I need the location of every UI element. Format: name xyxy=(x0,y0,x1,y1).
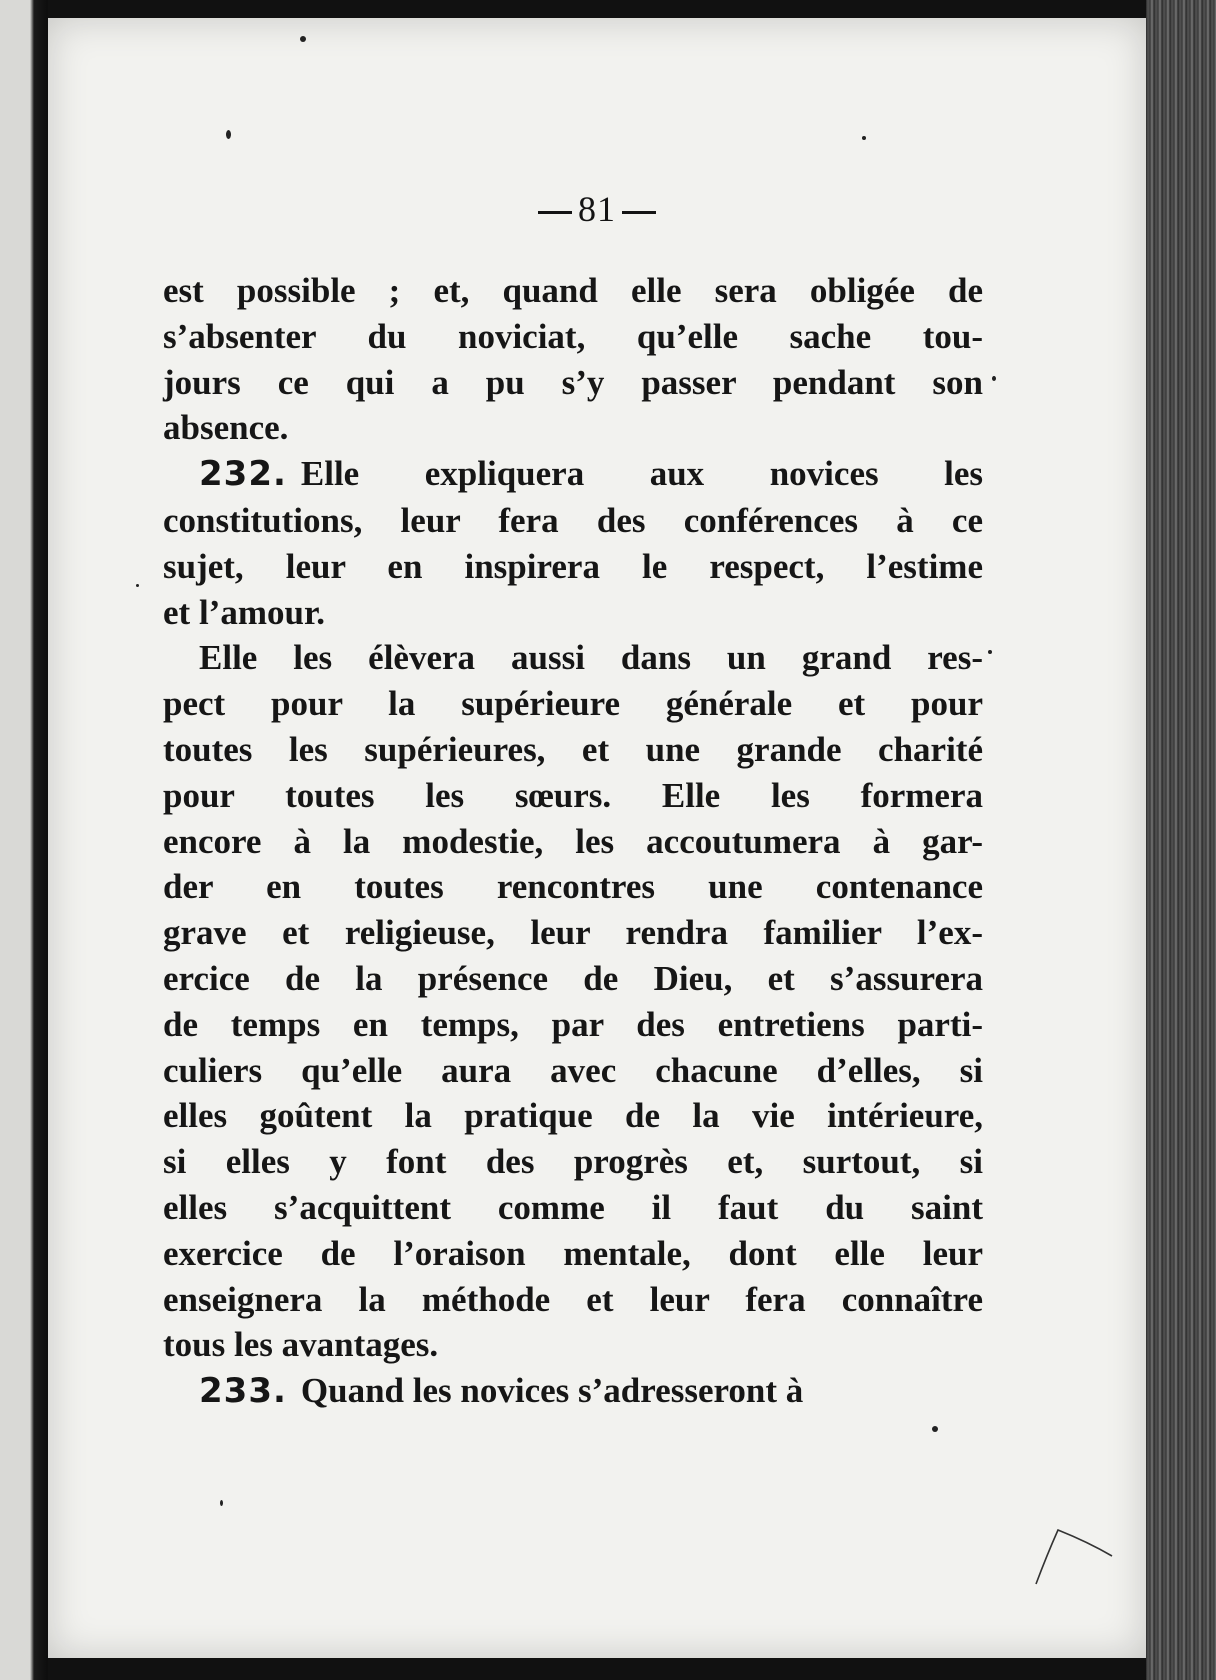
text-line: der en toutes rencontres une contenance xyxy=(163,867,983,907)
page-number xyxy=(48,188,1146,230)
text-line: si elles y font des progrès et, surtout, si xyxy=(163,1142,983,1182)
text-line: et l’amour. xyxy=(163,592,326,632)
dash-right xyxy=(622,211,656,214)
text-line: enseignera la méthode et leur fera connaître xyxy=(163,1279,983,1319)
pencil-mark-icon xyxy=(1028,1508,1118,1588)
text-line: absence. xyxy=(163,408,289,448)
text-line: est possible ; et, quand elle sera obligée de xyxy=(163,271,983,310)
text-line: tous les avantages. xyxy=(163,1325,439,1365)
paragraph-number: 232. xyxy=(199,454,287,495)
scan-speck xyxy=(988,650,992,654)
text-line: s’absenter du noviciat, qu’elle sache tou- xyxy=(163,316,983,356)
text-line: de temps en temps, par des entretiens parti- xyxy=(163,1004,983,1044)
text-line: jours ce qui a pu s’y passer pendant son xyxy=(163,362,983,402)
scan-speck xyxy=(136,584,139,587)
text-line: exercice de l’oraison mentale, dont elle leur xyxy=(163,1233,983,1273)
scan-speck xyxy=(862,136,866,140)
paragraph-number: 233. xyxy=(199,1371,287,1412)
text-line: pour toutes les sœurs. Elle les formera xyxy=(163,775,983,815)
scan-speck xyxy=(220,1500,223,1506)
numbered-paragraph-first-line xyxy=(163,451,983,498)
scan-speck xyxy=(932,1426,938,1432)
text-line: ercice de la présence de Dieu, et s’assurera xyxy=(163,958,983,998)
text-line: grave et religieuse, leur rendra familier l’ex- xyxy=(163,913,983,953)
body-text xyxy=(163,268,983,1415)
text-line: elles goûtent la pratique de la vie intérieure, xyxy=(163,1096,983,1136)
text-line: toutes les supérieures, et une grande charité xyxy=(163,729,983,769)
text-line: Elle expliquera aux novices les xyxy=(300,454,983,494)
text-line: constitutions, leur fera des conférences à ce xyxy=(163,500,983,540)
scan-speck xyxy=(992,376,996,381)
scan-speck xyxy=(226,130,231,139)
text-line: sujet, leur en inspirera le respect, l’estime xyxy=(163,546,983,586)
text-line: pect pour la supérieure générale et pour xyxy=(163,684,983,724)
book-page xyxy=(48,18,1146,1658)
dash-left xyxy=(538,211,572,214)
text-line: encore à la modestie, les accoutumera à gar- xyxy=(163,821,983,861)
page-number-value: 81 xyxy=(578,189,616,229)
text-line: elles s’acquittent comme il faut du saint xyxy=(163,1187,983,1227)
text-line: culiers qu’elle aura avec chacune d’elles, si xyxy=(163,1050,983,1090)
page-edges-stack xyxy=(1146,0,1216,1680)
scan-speck xyxy=(300,36,306,42)
text-line: Quand les novices s’adresseront à xyxy=(300,1371,804,1411)
numbered-paragraph-first-line xyxy=(163,1368,983,1415)
text-line: Elle les élèvera aussi dans un grand res- xyxy=(199,638,983,678)
book-binding-edge xyxy=(0,0,48,1680)
